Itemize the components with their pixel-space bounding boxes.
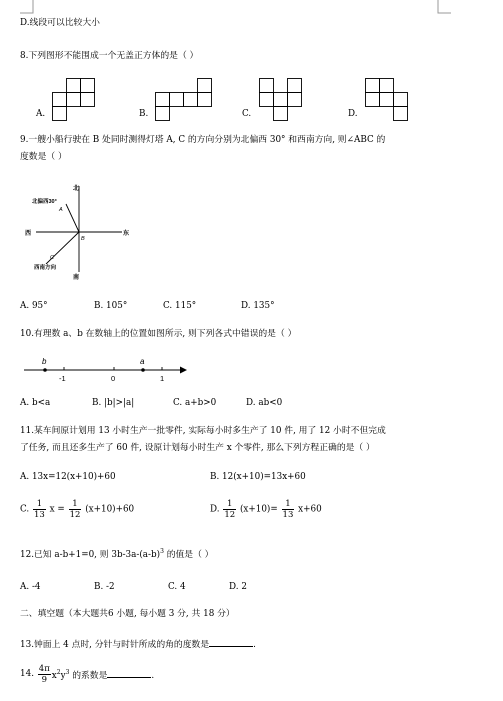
label-b: b (42, 357, 47, 366)
q11-option-c-label: C. (20, 504, 30, 515)
label-south: 南 (73, 275, 80, 280)
q10-option-c[interactable]: C. a+b>0 (173, 398, 217, 408)
q11-option-d[interactable] (210, 499, 322, 520)
label-sw: 西南方向 (34, 265, 57, 271)
q10-stem: 10.有理数 a、b 在数轴上的位置如图所示, 则下列各式中错误的是（ ） (20, 329, 297, 339)
q11-option-b[interactable]: B. 12(x+10)=13x+60 (210, 472, 306, 482)
fraction-1-13: $\frac{1}{13}$ (34, 499, 45, 520)
label-a: a (140, 357, 145, 366)
point-b: B (81, 236, 85, 242)
q11-c-tail: (x+10)+60 (85, 504, 135, 515)
corner-mark-right (437, 0, 451, 14)
point-c: C (50, 255, 54, 261)
q10-number-line (22, 350, 192, 386)
q10-option-b[interactable]: B. |b|>|a| (92, 398, 135, 408)
label-nw30: 北偏西30° (32, 199, 57, 205)
tick-neg1: -1 (59, 374, 66, 383)
q11-option-c[interactable] (20, 499, 134, 520)
q11-d-tail: x+60 (298, 504, 322, 515)
axis-arrow (180, 367, 187, 374)
q9-option-c[interactable]: C. 115° (163, 301, 197, 311)
q13-stem: 13.钟面上 4 点时, 分针与时针所成的角的度数是 . (20, 637, 256, 651)
q12-option-c[interactable]: C. 4 (168, 582, 186, 592)
tick-1: 1 (160, 374, 165, 383)
q8-stem: 8.下列图形不能围成一个无盖正方体的是（ ） (20, 51, 199, 61)
tick-0: 0 (111, 374, 116, 383)
q9-option-d[interactable]: D. 135° (241, 301, 275, 311)
q9-option-a[interactable]: A. 95° (20, 301, 48, 311)
label-north: 北 (73, 186, 80, 192)
q11-c-mid: x = (49, 504, 65, 515)
q9-direction-diagram (22, 180, 142, 280)
q9-stem-line1: 9.一艘小船行驶在 B 处同时测得灯塔 A, C 的方向分别为北偏西 30° 和西南方向, 则∠ABC 的 (20, 135, 386, 145)
q12-option-b[interactable]: B. -2 (94, 582, 115, 592)
fraction-4pi-9: $\frac{4\pi}{9}$ (38, 664, 50, 685)
q12-stem: 12.已知 a-b+1=0, 则 $3b-3a-(a-b)^3$ 的值是（ ） (20, 548, 214, 560)
q8-net-d (365, 77, 413, 123)
label-west: 西 (25, 231, 32, 237)
q11-option-d-label: D. (210, 504, 220, 515)
q11-stem-line2: 了任务, 而且还多生产了 60 件, 设原计划每小时生产 x 个零件, 那么下列方程正确的是（ ） (20, 443, 375, 453)
q8-option-a-label[interactable]: A. (36, 109, 46, 119)
q10-option-a[interactable]: A. b<a (20, 398, 51, 408)
q11-option-a[interactable]: A. 13x=12(x+10)+60 (20, 472, 116, 482)
q9-option-b[interactable]: B. 105° (94, 301, 128, 311)
q8-option-d-label[interactable]: D. (348, 109, 358, 119)
q12-option-d[interactable]: D. 2 (229, 582, 247, 592)
fraction-1-12: $\frac{1}{12}$ (69, 499, 81, 520)
q10-option-d[interactable]: D. ab<0 (246, 398, 283, 408)
q9-stem-line2: 度数是（ ） (20, 152, 67, 162)
fraction-1-12: $\frac{1}{12}$ (224, 499, 236, 520)
q8-option-c-label[interactable]: C. (242, 109, 252, 119)
q11-stem-line1: 11.某车间原计划用 13 小时生产一批零件, 实际每小时多生产了 10 件, 用了 12 小时不但完成 (20, 426, 386, 436)
point-a: A (59, 207, 63, 213)
point-b-dot (43, 368, 47, 372)
q12-option-a[interactable]: A. -4 (20, 582, 41, 592)
q8-net-c (259, 77, 307, 123)
q8-option-b-label[interactable]: B. (139, 109, 149, 119)
q13-answer-blank[interactable] (209, 637, 253, 647)
corner-mark-left (20, 0, 34, 14)
q14-answer-blank[interactable] (107, 668, 151, 678)
point-a-dot (141, 368, 145, 372)
ray-ba (66, 204, 79, 232)
q8-net-b (155, 77, 217, 123)
q14-stem: 14. $\frac{4\pi}{9}$ $x^2y^3$ 的系数是 . (20, 664, 155, 685)
fraction-1-13: $\frac{1}{13}$ (282, 499, 294, 520)
label-east: 东 (123, 231, 130, 237)
q7-option-d: D.线段可以比较大小 (20, 18, 100, 28)
section-title-fill-in: 二、填空题（本大题共6 小题, 每小题 3 分, 共 18 分） (20, 609, 235, 619)
q11-d-mid: (x+10)= (239, 504, 278, 515)
q8-net-a (52, 77, 98, 123)
